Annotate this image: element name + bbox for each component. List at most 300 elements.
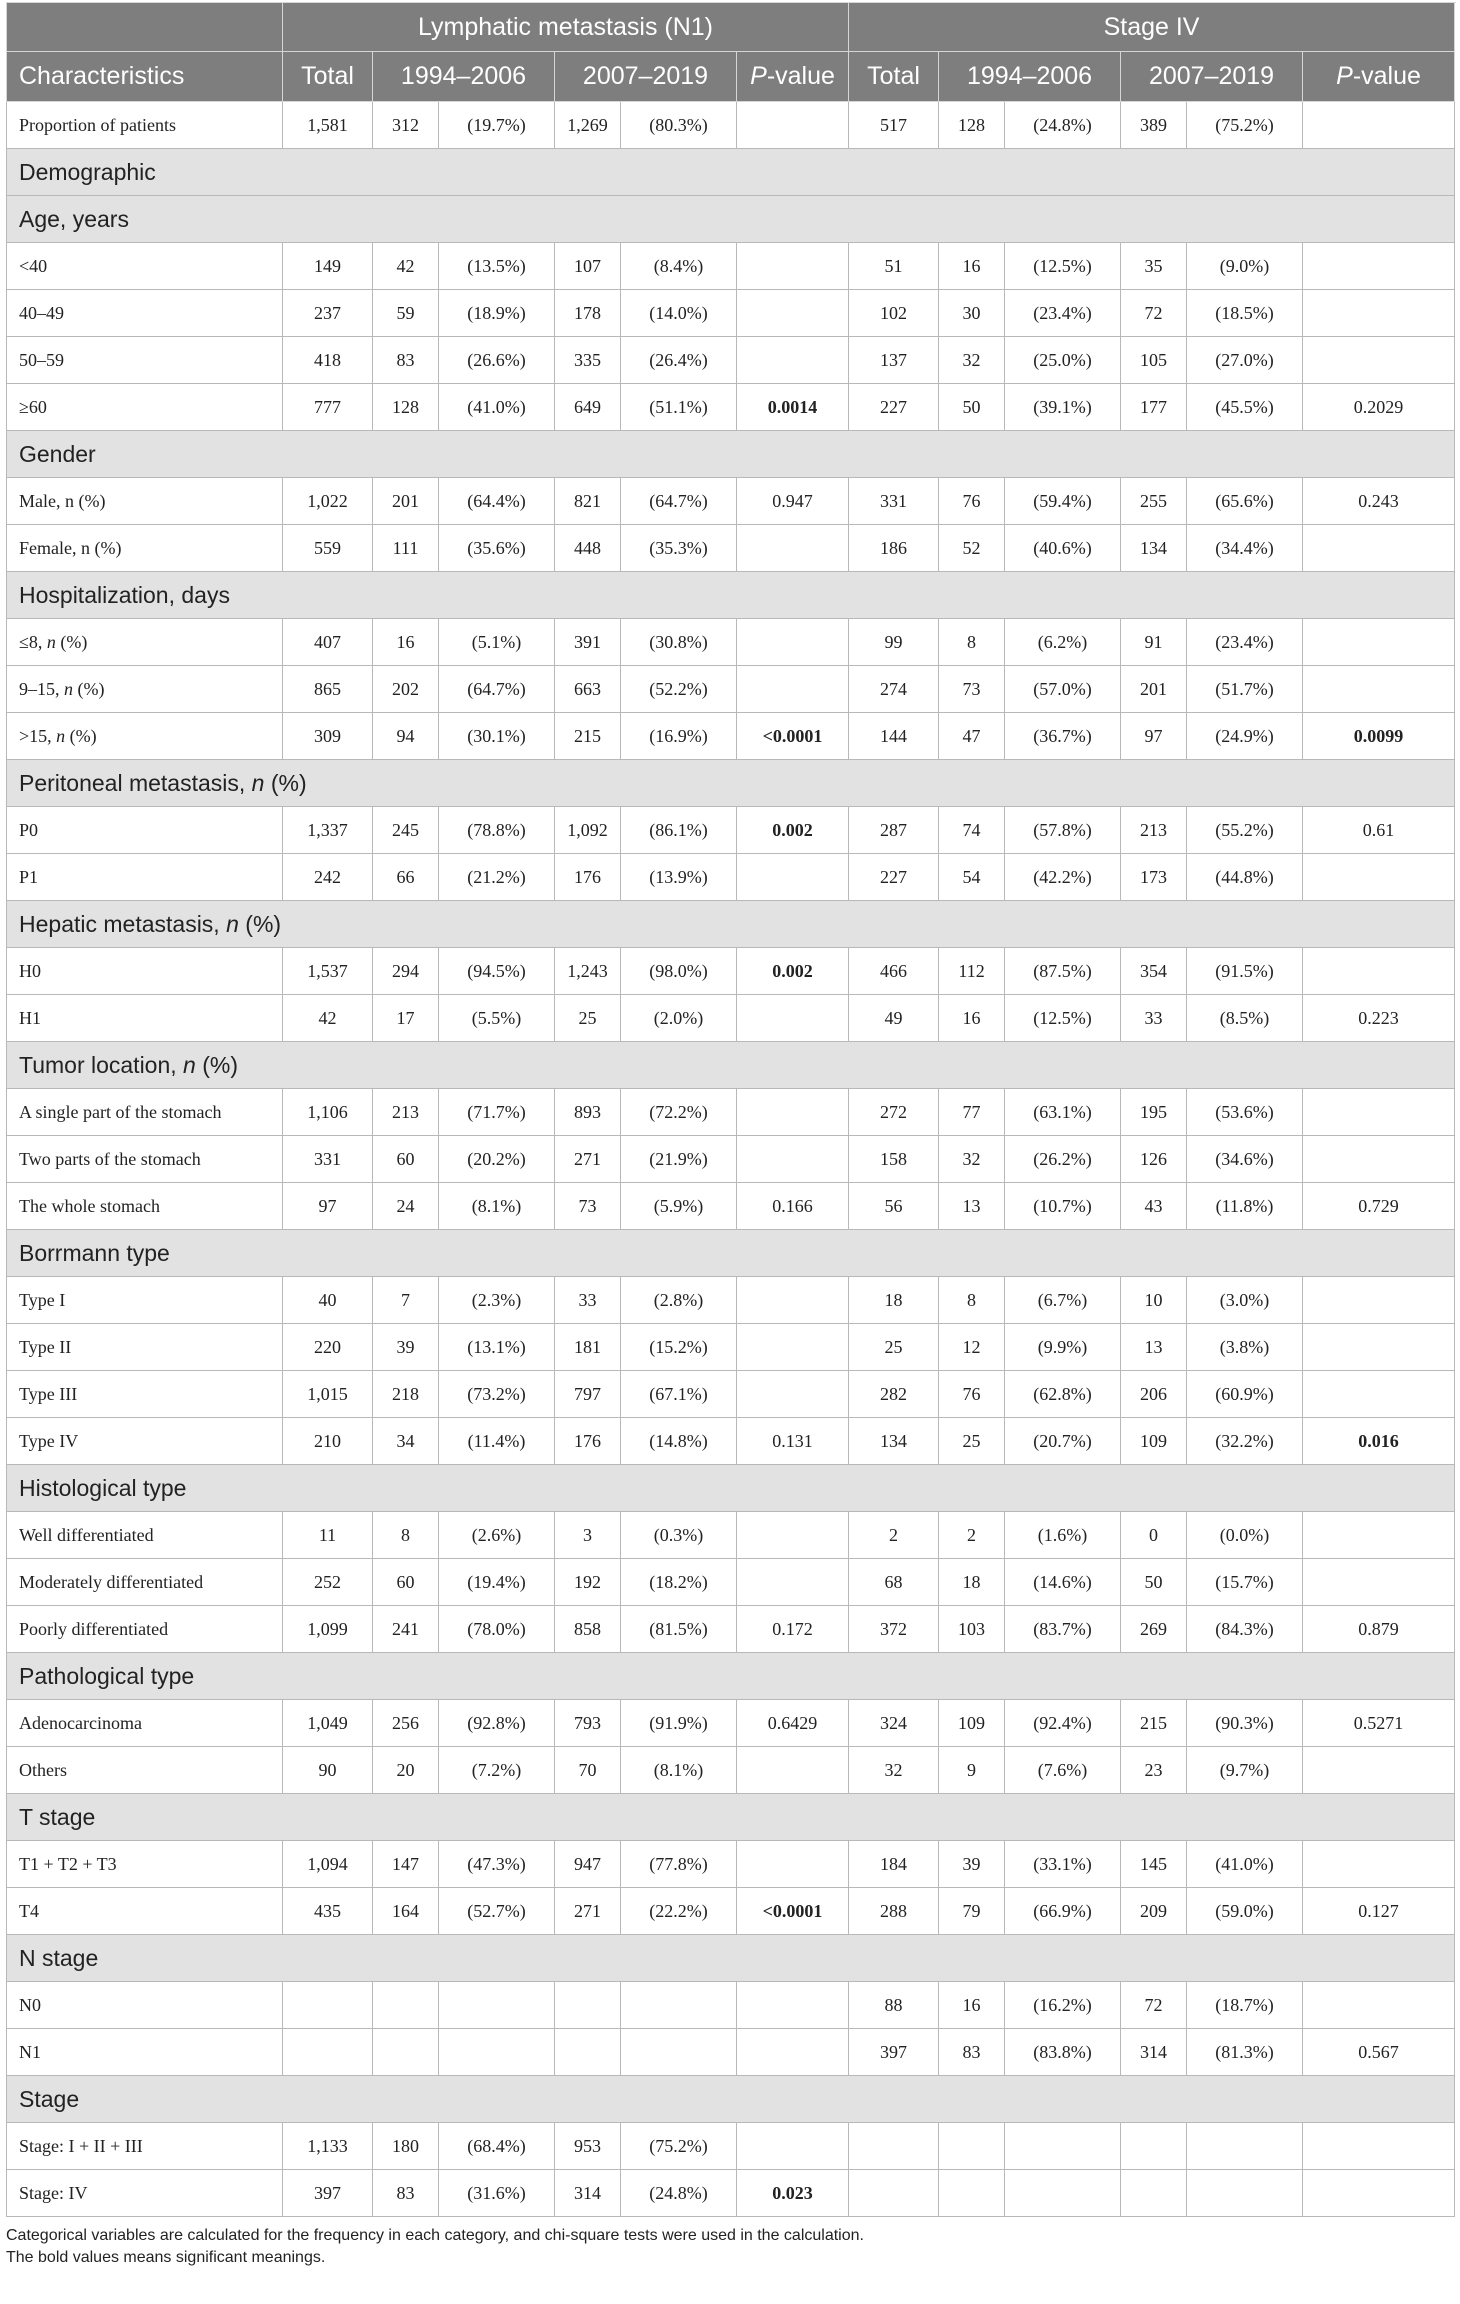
table-cell: 54: [939, 854, 1005, 901]
table-cell: [439, 1982, 555, 2029]
table-cell: 42: [283, 995, 373, 1042]
table-cell: [737, 290, 849, 337]
table-row: [7, 948, 1455, 995]
table-cell: 324: [849, 1700, 939, 1747]
table-cell: 7: [373, 1277, 439, 1324]
table-cell: (5.9%): [621, 1183, 737, 1230]
table-cell: (2.8%): [621, 1277, 737, 1324]
table-cell: (21.9%): [621, 1136, 737, 1183]
table-cell: 1,094: [283, 1841, 373, 1888]
table-cell: 953: [555, 2123, 621, 2170]
table-cell: 0.131: [737, 1418, 849, 1465]
header-pvalue-2: P-value: [1303, 52, 1455, 102]
table-cell: (68.4%): [439, 2123, 555, 2170]
row-label: Adenocarcinoma: [7, 1700, 283, 1747]
table-cell: 1,243: [555, 948, 621, 995]
table-cell: 1,133: [283, 2123, 373, 2170]
table-cell: 1,049: [283, 1700, 373, 1747]
table-cell: (5.5%): [439, 995, 555, 1042]
table-cell: (26.6%): [439, 337, 555, 384]
table-cell: [737, 1089, 849, 1136]
table-cell: [1303, 1324, 1455, 1371]
table-cell: [1303, 1559, 1455, 1606]
table-cell: 206: [1121, 1371, 1187, 1418]
table-row: [7, 102, 1455, 149]
table-row: [7, 713, 1455, 760]
table-cell: [737, 1371, 849, 1418]
table-cell: 18: [939, 1559, 1005, 1606]
table-cell: [1005, 2123, 1121, 2170]
table-cell: 72: [1121, 290, 1187, 337]
table-cell: 777: [283, 384, 373, 431]
table-cell: 25: [939, 1418, 1005, 1465]
category-label: T stage: [7, 1794, 1455, 1841]
row-label: Moderately differentiated: [7, 1559, 283, 1606]
table-cell: 448: [555, 525, 621, 572]
table-cell: (34.6%): [1187, 1136, 1303, 1183]
table-cell: (0.3%): [621, 1512, 737, 1559]
table-cell: 397: [283, 2170, 373, 2217]
table-cell: 39: [939, 1841, 1005, 1888]
table-cell: 0.879: [1303, 1606, 1455, 1653]
table-cell: 287: [849, 807, 939, 854]
table-cell: 12: [939, 1324, 1005, 1371]
table-cell: 435: [283, 1888, 373, 1935]
table-cell: 354: [1121, 948, 1187, 995]
category-row: [7, 149, 1455, 196]
table-cell: 0.6429: [737, 1700, 849, 1747]
table-cell: 11: [283, 1512, 373, 1559]
table-cell: (86.1%): [621, 807, 737, 854]
table-cell: 372: [849, 1606, 939, 1653]
table-cell: 271: [555, 1888, 621, 1935]
table-cell: 180: [373, 2123, 439, 2170]
table-cell: (16.2%): [1005, 1982, 1121, 2029]
table-cell: 83: [373, 337, 439, 384]
row-label: Type IV: [7, 1418, 283, 1465]
table-row: [7, 2123, 1455, 2170]
row-label: H1: [7, 995, 283, 1042]
table-cell: (36.7%): [1005, 713, 1121, 760]
table-cell: 43: [1121, 1183, 1187, 1230]
table-cell: 294: [373, 948, 439, 995]
table-cell: (9.7%): [1187, 1747, 1303, 1794]
table-row: [7, 525, 1455, 572]
table-cell: [1187, 2170, 1303, 2217]
table-cell: (2.6%): [439, 1512, 555, 1559]
table-cell: [737, 1841, 849, 1888]
table-cell: 173: [1121, 854, 1187, 901]
table-footnotes: [6, 2225, 1454, 2269]
table-cell: 1,537: [283, 948, 373, 995]
table-cell: 35: [1121, 243, 1187, 290]
table-cell: 9: [939, 1747, 1005, 1794]
category-row: [7, 760, 1455, 807]
table-cell: (52.2%): [621, 666, 737, 713]
table-cell: 389: [1121, 102, 1187, 149]
table-cell: (57.8%): [1005, 807, 1121, 854]
table-cell: (18.2%): [621, 1559, 737, 1606]
row-label: Stage: I + II + III: [7, 2123, 283, 2170]
table-cell: 13: [1121, 1324, 1187, 1371]
table-cell: 209: [1121, 1888, 1187, 1935]
table-cell: 0.61: [1303, 807, 1455, 854]
table-cell: 274: [849, 666, 939, 713]
table-cell: 0.947: [737, 478, 849, 525]
row-label: P0: [7, 807, 283, 854]
table-cell: 559: [283, 525, 373, 572]
table-cell: 0.567: [1303, 2029, 1455, 2076]
category-label: N stage: [7, 1935, 1455, 1982]
row-label: N1: [7, 2029, 283, 2076]
table-cell: [737, 995, 849, 1042]
table-cell: 282: [849, 1371, 939, 1418]
table-cell: 242: [283, 854, 373, 901]
table-cell: 109: [939, 1700, 1005, 1747]
table-cell: (66.9%): [1005, 1888, 1121, 1935]
table-cell: 947: [555, 1841, 621, 1888]
table-cell: (19.7%): [439, 102, 555, 149]
table-cell: [1303, 2123, 1455, 2170]
row-label: H0: [7, 948, 283, 995]
table-cell: 184: [849, 1841, 939, 1888]
table-cell: (81.5%): [621, 1606, 737, 1653]
table-cell: 128: [939, 102, 1005, 149]
row-label: ≥60: [7, 384, 283, 431]
table-row: [7, 619, 1455, 666]
table-cell: (98.0%): [621, 948, 737, 995]
table-cell: 109: [1121, 1418, 1187, 1465]
table-cell: (55.2%): [1187, 807, 1303, 854]
table-cell: (41.0%): [439, 384, 555, 431]
table-cell: 269: [1121, 1606, 1187, 1653]
table-cell: [283, 2029, 373, 2076]
table-cell: 649: [555, 384, 621, 431]
table-cell: (65.6%): [1187, 478, 1303, 525]
table-cell: (33.1%): [1005, 1841, 1121, 1888]
table-cell: (53.6%): [1187, 1089, 1303, 1136]
table-cell: 90: [283, 1747, 373, 1794]
table-cell: 97: [283, 1183, 373, 1230]
table-row: [7, 1324, 1455, 1371]
table-cell: 245: [373, 807, 439, 854]
table-container: [6, 2, 1454, 2269]
row-label: T4: [7, 1888, 283, 1935]
table-cell: 83: [373, 2170, 439, 2217]
category-label: Stage: [7, 2076, 1455, 2123]
row-label: >15, n (%): [7, 713, 283, 760]
table-cell: 858: [555, 1606, 621, 1653]
table-cell: (8.4%): [621, 243, 737, 290]
table-cell: [737, 1982, 849, 2029]
table-cell: 16: [939, 243, 1005, 290]
row-label: A single part of the stomach: [7, 1089, 283, 1136]
table-cell: 407: [283, 619, 373, 666]
table-cell: (39.1%): [1005, 384, 1121, 431]
table-cell: (41.0%): [1187, 1841, 1303, 1888]
row-label: Type II: [7, 1324, 283, 1371]
table-cell: 158: [849, 1136, 939, 1183]
table-cell: [1303, 1371, 1455, 1418]
table-cell: 1,581: [283, 102, 373, 149]
table-cell: (8.5%): [1187, 995, 1303, 1042]
table-cell: (83.7%): [1005, 1606, 1121, 1653]
table-cell: (51.7%): [1187, 666, 1303, 713]
table-cell: (24.9%): [1187, 713, 1303, 760]
table-cell: 335: [555, 337, 621, 384]
table-row: [7, 1700, 1455, 1747]
table-cell: (45.5%): [1187, 384, 1303, 431]
row-label: ≤8, n (%): [7, 619, 283, 666]
table-row: [7, 1418, 1455, 1465]
table-row: [7, 1888, 1455, 1935]
table-cell: 32: [939, 1136, 1005, 1183]
table-cell: (32.2%): [1187, 1418, 1303, 1465]
table-cell: 50: [1121, 1559, 1187, 1606]
table-cell: (13.9%): [621, 854, 737, 901]
table-row: [7, 1747, 1455, 1794]
table-cell: (24.8%): [1005, 102, 1121, 149]
row-label: Proportion of patients: [7, 102, 283, 149]
table-cell: (11.8%): [1187, 1183, 1303, 1230]
table-cell: (14.6%): [1005, 1559, 1121, 1606]
table-cell: <0.0001: [737, 713, 849, 760]
table-cell: (23.4%): [1005, 290, 1121, 337]
table-cell: 0.002: [737, 807, 849, 854]
table-cell: (34.4%): [1187, 525, 1303, 572]
table-cell: [1303, 1512, 1455, 1559]
table-cell: (64.4%): [439, 478, 555, 525]
row-label: Others: [7, 1747, 283, 1794]
table-cell: 201: [373, 478, 439, 525]
row-label: <40: [7, 243, 283, 290]
table-cell: 418: [283, 337, 373, 384]
table-cell: (35.3%): [621, 525, 737, 572]
table-cell: (80.3%): [621, 102, 737, 149]
row-label: 40–49: [7, 290, 283, 337]
row-label: Male, n (%): [7, 478, 283, 525]
table-cell: (64.7%): [439, 666, 555, 713]
table-cell: 2: [939, 1512, 1005, 1559]
table-cell: 144: [849, 713, 939, 760]
table-cell: 218: [373, 1371, 439, 1418]
table-cell: [737, 1277, 849, 1324]
header-blank-cell: [7, 3, 283, 52]
table-cell: (52.7%): [439, 1888, 555, 1935]
table-cell: 24: [373, 1183, 439, 1230]
table-cell: (14.8%): [621, 1418, 737, 1465]
table-cell: 213: [1121, 807, 1187, 854]
table-cell: (15.7%): [1187, 1559, 1303, 1606]
table-cell: (78.8%): [439, 807, 555, 854]
table-cell: [737, 2123, 849, 2170]
table-cell: [1303, 2170, 1455, 2217]
header-period1-1: 1994–2006: [373, 52, 555, 102]
table-row: [7, 2029, 1455, 2076]
table-cell: 1,092: [555, 807, 621, 854]
table-cell: (3.8%): [1187, 1324, 1303, 1371]
table-cell: 0.0014: [737, 384, 849, 431]
category-label: Hepatic metastasis, n (%): [7, 901, 1455, 948]
header-total-1: Total: [283, 52, 373, 102]
table-cell: 0.016: [1303, 1418, 1455, 1465]
table-cell: (21.2%): [439, 854, 555, 901]
table-cell: 112: [939, 948, 1005, 995]
table-cell: 145: [1121, 1841, 1187, 1888]
table-cell: [1303, 1747, 1455, 1794]
row-label: N0: [7, 1982, 283, 2029]
table-cell: [1303, 1982, 1455, 2029]
table-cell: 1,106: [283, 1089, 373, 1136]
table-cell: (11.4%): [439, 1418, 555, 1465]
table-cell: 73: [555, 1183, 621, 1230]
table-row: [7, 1606, 1455, 1653]
table-cell: 0.0099: [1303, 713, 1455, 760]
row-label: Stage: IV: [7, 2170, 283, 2217]
table-cell: (83.8%): [1005, 2029, 1121, 2076]
table-cell: 23: [1121, 1747, 1187, 1794]
category-label: Gender: [7, 431, 1455, 478]
table-cell: 0.023: [737, 2170, 849, 2217]
table-cell: (23.4%): [1187, 619, 1303, 666]
table-cell: [555, 1982, 621, 2029]
table-cell: 192: [555, 1559, 621, 1606]
table-row: [7, 666, 1455, 713]
table-cell: (59.0%): [1187, 1888, 1303, 1935]
table-cell: 227: [849, 384, 939, 431]
table-cell: [1303, 525, 1455, 572]
header-characteristics: Characteristics: [7, 52, 283, 102]
table-cell: 134: [849, 1418, 939, 1465]
table-cell: 391: [555, 619, 621, 666]
category-label: Hospitalization, days: [7, 572, 1455, 619]
table-cell: 70: [555, 1747, 621, 1794]
table-cell: (22.2%): [621, 1888, 737, 1935]
table-cell: 0.002: [737, 948, 849, 995]
category-row: [7, 901, 1455, 948]
table-cell: 17: [373, 995, 439, 1042]
table-cell: 865: [283, 666, 373, 713]
category-row: [7, 2076, 1455, 2123]
category-row: [7, 1042, 1455, 1089]
table-cell: 102: [849, 290, 939, 337]
table-cell: 79: [939, 1888, 1005, 1935]
table-cell: [737, 525, 849, 572]
table-cell: 331: [849, 478, 939, 525]
table-cell: (10.7%): [1005, 1183, 1121, 1230]
table-cell: (16.9%): [621, 713, 737, 760]
table-cell: 797: [555, 1371, 621, 1418]
table-cell: (13.5%): [439, 243, 555, 290]
table-cell: (75.2%): [621, 2123, 737, 2170]
category-row: [7, 196, 1455, 243]
table-cell: 220: [283, 1324, 373, 1371]
category-label: Borrmann type: [7, 1230, 1455, 1277]
table-row: [7, 995, 1455, 1042]
table-row: [7, 1277, 1455, 1324]
table-cell: 126: [1121, 1136, 1187, 1183]
table-cell: [283, 1982, 373, 2029]
table-cell: (8.1%): [621, 1747, 737, 1794]
table-cell: [939, 2123, 1005, 2170]
table-cell: 16: [939, 995, 1005, 1042]
table-cell: 176: [555, 1418, 621, 1465]
row-label: 50–59: [7, 337, 283, 384]
table-cell: (63.1%): [1005, 1089, 1121, 1136]
table-cell: (91.9%): [621, 1700, 737, 1747]
table-cell: 105: [1121, 337, 1187, 384]
table-cell: [1303, 948, 1455, 995]
table-cell: 33: [555, 1277, 621, 1324]
table-cell: (2.3%): [439, 1277, 555, 1324]
table-cell: [621, 1982, 737, 2029]
table-cell: 227: [849, 854, 939, 901]
table-cell: (6.7%): [1005, 1277, 1121, 1324]
table-cell: 215: [555, 713, 621, 760]
row-label: Well differentiated: [7, 1512, 283, 1559]
table-cell: 51: [849, 243, 939, 290]
header-period1-2: 1994–2006: [939, 52, 1121, 102]
table-cell: 60: [373, 1559, 439, 1606]
table-cell: (7.6%): [1005, 1747, 1121, 1794]
table-cell: (0.0%): [1187, 1512, 1303, 1559]
table-row: [7, 1089, 1455, 1136]
table-cell: 1,022: [283, 478, 373, 525]
table-cell: 49: [849, 995, 939, 1042]
table-cell: (67.1%): [621, 1371, 737, 1418]
table-cell: [439, 2029, 555, 2076]
table-cell: [1303, 854, 1455, 901]
table-cell: 32: [849, 1747, 939, 1794]
table-cell: 1,099: [283, 1606, 373, 1653]
table-cell: 34: [373, 1418, 439, 1465]
table-cell: [1303, 666, 1455, 713]
row-label: T1 + T2 + T3: [7, 1841, 283, 1888]
table-cell: 663: [555, 666, 621, 713]
table-cell: [737, 1559, 849, 1606]
table-cell: (62.8%): [1005, 1371, 1121, 1418]
table-cell: 252: [283, 1559, 373, 1606]
table-cell: 47: [939, 713, 1005, 760]
table-cell: (1.6%): [1005, 1512, 1121, 1559]
table-cell: [373, 1982, 439, 2029]
table-cell: [1303, 102, 1455, 149]
table-cell: 8: [373, 1512, 439, 1559]
table-cell: 0.223: [1303, 995, 1455, 1042]
table-cell: 272: [849, 1089, 939, 1136]
characteristics-table: [6, 2, 1455, 2217]
table-cell: [1303, 243, 1455, 290]
table-cell: 16: [939, 1982, 1005, 2029]
table-cell: (18.7%): [1187, 1982, 1303, 2029]
table-cell: 288: [849, 1888, 939, 1935]
footnote-method: Categorical variables are calculated for the frequency in each category, and chi-square tests were used in the calculation.: [6, 2227, 864, 2244]
table-cell: (47.3%): [439, 1841, 555, 1888]
table-cell: 202: [373, 666, 439, 713]
table-cell: 312: [373, 102, 439, 149]
table-cell: [737, 243, 849, 290]
table-cell: 33: [1121, 995, 1187, 1042]
table-row: [7, 1982, 1455, 2029]
table-cell: 97: [1121, 713, 1187, 760]
table-cell: [737, 666, 849, 713]
table-cell: 177: [1121, 384, 1187, 431]
row-label: Poorly differentiated: [7, 1606, 283, 1653]
table-cell: 0.729: [1303, 1183, 1455, 1230]
table-cell: 176: [555, 854, 621, 901]
table-cell: (2.0%): [621, 995, 737, 1042]
header-group-lymphatic: Lymphatic metastasis (N1): [283, 3, 849, 52]
